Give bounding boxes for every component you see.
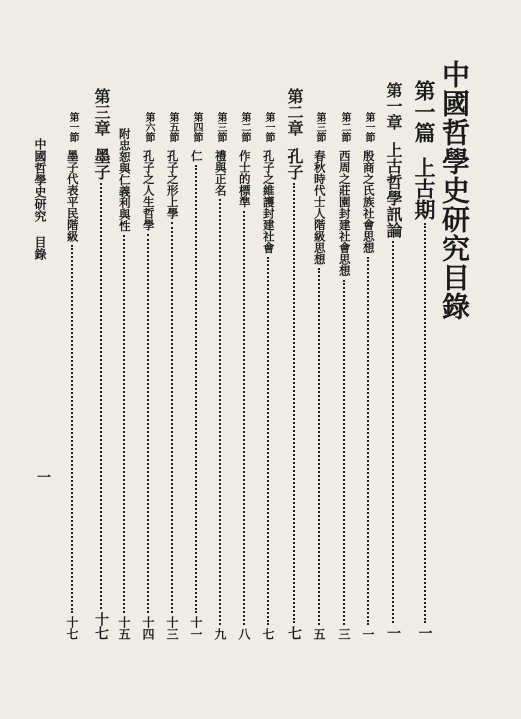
toc-entry-label: 第一節 [363,112,374,142]
toc-entry-page: 十四 [141,616,155,640]
toc-entry-label: 第一篇 [412,80,437,143]
toc-entry-label: 第六節 [143,112,154,142]
toc-entry-title: 孔子 [285,148,304,180]
toc-entry-title: 作士的標準 [237,150,252,208]
toc-entry-title: 墨子 [92,148,111,180]
page-footer [34,138,46,418]
toc-entry-page: 七 [286,626,302,640]
toc-entry-section [313,112,325,640]
toc-entry-page: 十七 [93,612,109,640]
toc-entry-page: 十七 [65,616,79,640]
dot-leader [123,235,125,614]
toc-entry-section [142,112,154,640]
toc-entry-label: 第五節 [167,112,178,142]
dot-leader [343,280,345,626]
footer-book-title: 中國哲學史研究 [33,138,47,222]
toc-entry-section [166,112,178,640]
toc-entry-title: 孔子之維護封建社會 [261,150,276,254]
toc-entry-page: 九 [213,628,227,640]
dot-leader [171,222,173,613]
dot-leader [219,199,221,625]
toc-entry-section [362,112,374,640]
toc-entry-title: 春秋時代士人階級思想 [312,150,327,265]
dot-leader [267,257,269,626]
dot-leader [293,183,295,623]
toc-entry-title: 孔子之形上學 [165,150,180,219]
toc-entry-title: 附忠恕與仁義利與性 [117,128,132,232]
toc-entry-page: 五 [312,628,326,640]
toc-entry-section [118,128,130,640]
toc-entry-chapter [286,88,302,640]
toc-entry-page: 一 [416,626,433,640]
toc-entry-title: 仁 [189,150,204,162]
toc-entry-section [190,112,202,640]
toc-entry-title: 禮與正名 [213,150,228,196]
toc-entry-label: 第二節 [239,112,250,142]
footer-label: 目錄 [33,236,47,260]
toc-entry-page: 一 [361,628,375,640]
toc-entry-section [338,112,350,640]
toc-entry-chapter [93,88,109,640]
toc-entry-chapter [385,82,401,640]
toc-entry-label: 第二章 [285,88,304,136]
toc-entry-label: 第一節 [67,112,78,142]
toc-entry-page: 三 [337,628,351,640]
toc-entry-title: 殷商之氏族社會思想 [361,150,376,254]
toc-entry-section [262,112,274,640]
toc-entry-section [238,112,250,640]
page-title [438,60,471,321]
dot-leader [367,257,369,626]
toc-entry-page: 七 [261,628,275,640]
dot-leader [195,165,197,614]
page-title-text: 中國哲學史研究目錄 [438,60,471,321]
toc-entry-title: 上古期 [412,157,437,220]
toc-entry-page: 八 [237,628,251,640]
toc-entry-label: 第一章 [384,82,403,130]
dot-leader [318,268,320,625]
toc-entry-page: 十五 [117,616,131,640]
toc-entry-page: 十一 [189,616,203,640]
toc-entry-title: 西周之莊園封建社會思想 [337,150,352,277]
toc-entry-label: 第一節 [263,112,274,142]
toc-entry-label: 第四節 [191,112,202,142]
toc-entry-title: 墨子代表平民階級 [65,150,80,242]
toc-entry-title: 上古哲學訊論 [384,142,403,238]
dot-leader [71,245,73,613]
toc-entry-title: 孔子之人生哲學 [141,150,156,231]
dot-leader [147,234,149,614]
dot-leader [243,211,245,626]
dot-leader [392,241,394,623]
toc-entry-label: 第三節 [215,112,226,142]
dot-leader [424,223,426,623]
footer-page-number: 一 [35,470,51,484]
toc-entry-part [414,80,435,640]
toc-entry-page: 一 [385,626,401,640]
toc-entry-label: 第二節 [339,112,350,142]
toc-entry-section [66,112,78,640]
dot-leader [100,183,102,609]
toc-entry-section [214,112,226,640]
toc-entry-page: 十三 [165,616,179,640]
toc-entry-label: 第三節 [314,112,325,142]
toc-entry-label: 第三章 [92,88,111,136]
